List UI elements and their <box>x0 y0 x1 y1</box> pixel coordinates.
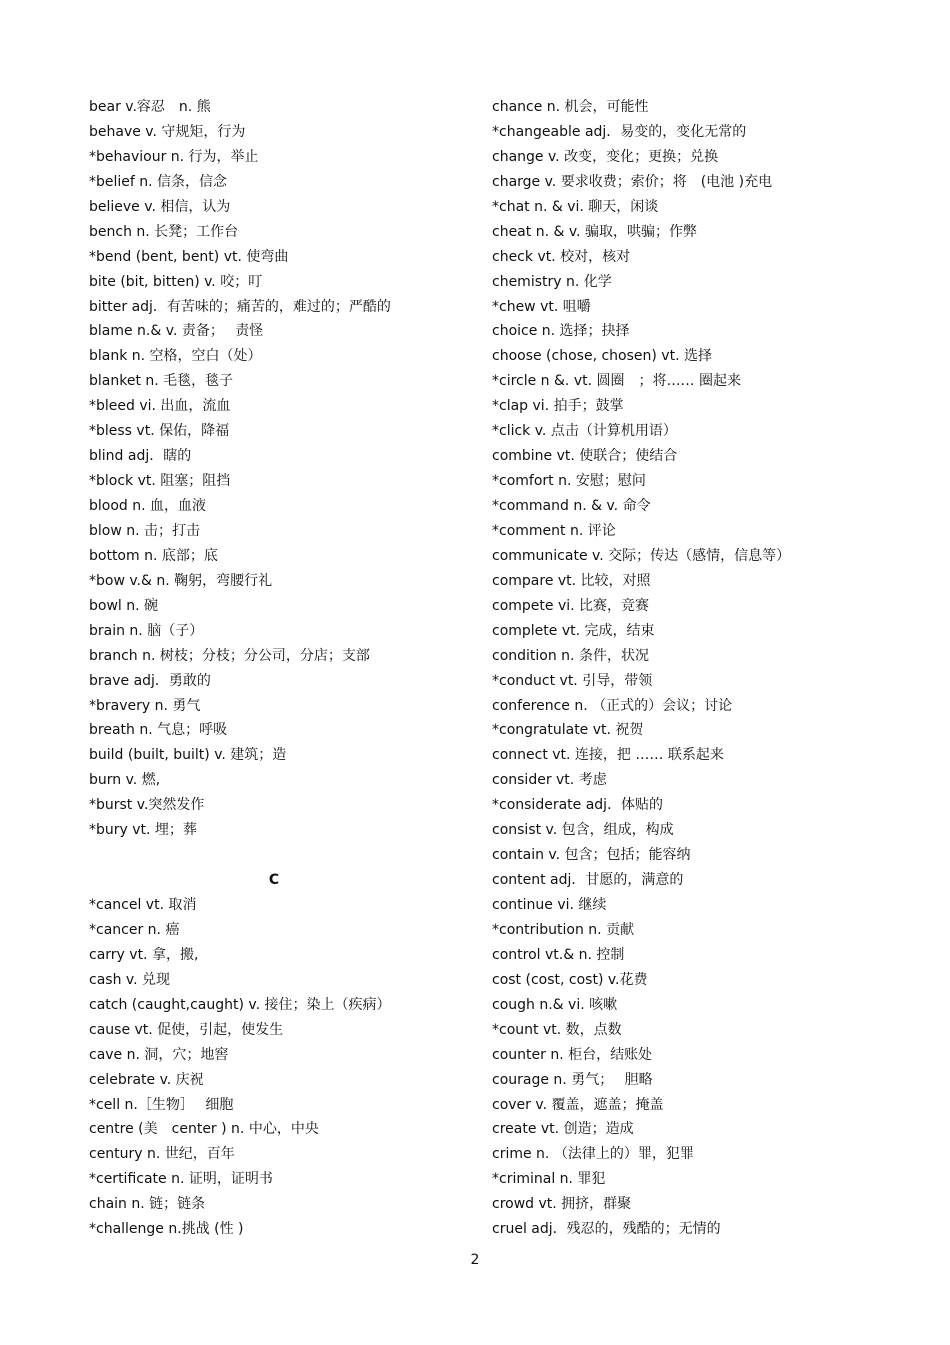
dictionary-entry: condition n. 条件，状况 <box>492 647 649 664</box>
dictionary-entry: conference n. （正式的）会议；讨论 <box>492 697 733 714</box>
dictionary-entry: *behaviour n. 行为，举止 <box>89 148 259 165</box>
dictionary-entry: cheat n. & v. 骗取，哄骗；作弊 <box>492 223 697 240</box>
dictionary-entry: chain n. 链；链条 <box>89 1196 206 1213</box>
dictionary-entry: blind adj．瞎的 <box>89 448 192 465</box>
dictionary-entry: crowd vt. 拥挤，群聚 <box>492 1196 632 1213</box>
dictionary-entry: counter n. 柜台，结账处 <box>492 1046 653 1063</box>
dictionary-entry: *congratulate vt. 祝贺 <box>492 722 644 739</box>
dictionary-entry: cough n.& vi. 咳嗽 <box>492 996 618 1013</box>
dictionary-entry: *criminal n. 罪犯 <box>492 1171 606 1188</box>
dictionary-entry: blame n.& v. 责备； 责怪 <box>89 323 264 340</box>
dictionary-entry: cost (cost, cost) v.花费 <box>492 971 648 988</box>
dictionary-entry: brain n. 脑（子） <box>89 622 204 639</box>
dictionary-entry: build (built, built) v. 建筑；造 <box>89 747 287 764</box>
dictionary-entry: *bow v.& n. 鞠躬，弯腰行礼 <box>89 572 273 589</box>
dictionary-entry: *chew vt. 咀嚼 <box>492 298 591 315</box>
dictionary-entry: *bend (bent, bent) vt. 使弯曲 <box>89 248 289 265</box>
dictionary-entry: branch n. 树枝；分枝；分公司，分店；支部 <box>89 647 370 664</box>
dictionary-entry: bottom n. 底部；底 <box>89 547 218 564</box>
dictionary-entry: cave n. 洞，穴；地窖 <box>89 1046 229 1063</box>
dictionary-entry: compare vt. 比较，对照 <box>492 572 651 589</box>
dictionary-entry: cruel adj．残忍的，残酷的；无情的 <box>492 1221 721 1238</box>
dictionary-entry: change v. 改变，变化；更换；兑换 <box>492 148 719 165</box>
dictionary-entry: *circle n &. vt. 圆圈 ；将…… 圈起来 <box>492 373 741 390</box>
dictionary-entry: *considerate adj．体贴的 <box>492 797 664 814</box>
dictionary-entry: *cancel vt. 取消 <box>89 897 197 913</box>
page-number: 2 <box>470 1252 480 1268</box>
dictionary-entry: create vt. 创造；造成 <box>492 1121 634 1138</box>
dictionary-entry: courage n. 勇气； 胆略 <box>492 1071 653 1088</box>
dictionary-entry: century n. 世纪，百年 <box>89 1146 235 1163</box>
dictionary-entry: choice n. 选择；抉择 <box>492 323 630 340</box>
dictionary-entry: blanket n. 毛毯，毯子 <box>89 373 234 390</box>
dictionary-entry: connect vt. 连接，把 …… 联系起来 <box>492 747 724 764</box>
dictionary-entry: *cell n.［生物］ 细胞 <box>89 1096 234 1113</box>
dictionary-entry: bowl n. 碗 <box>89 597 159 614</box>
dictionary-entry: *belief n. 信条，信念 <box>89 173 228 190</box>
dictionary-entry: bench n. 长凳；工作台 <box>89 223 239 240</box>
dictionary-entry: carry vt. 拿，搬, <box>89 946 199 963</box>
dictionary-entry: bite (bit, bitten) v. 咬；叮 <box>89 273 263 290</box>
dictionary-entry: *chat n. & vi. 聊天，闲谈 <box>492 198 659 215</box>
dictionary-entry: *count vt. 数，点数 <box>492 1021 622 1038</box>
dictionary-entry: breath n. 气息；呼吸 <box>89 722 228 739</box>
section-heading: C <box>268 872 280 889</box>
dictionary-entry: *block vt. 阻塞；阻挡 <box>89 473 231 490</box>
dictionary-entry: control vt.& n. 控制 <box>492 946 625 963</box>
dictionary-entry: *bury vt. 埋；葬 <box>89 822 197 839</box>
dictionary-entry: *bravery n. 勇气 <box>89 697 201 714</box>
dictionary-entry: bear v.容忍 n. 熊 <box>89 99 211 115</box>
dictionary-entry: consider vt. 考虑 <box>492 772 607 789</box>
dictionary-entry: blood n. 血，血液 <box>89 498 207 514</box>
dictionary-entry: cash v. 兑现 <box>89 971 170 988</box>
dictionary-entry: complete vt. 完成，结束 <box>492 622 655 639</box>
dictionary-entry: catch (caught,caught) v. 接住；染上（疾病） <box>89 996 391 1013</box>
dictionary-entry: centre (美 center ) n. 中心，中央 <box>89 1121 319 1138</box>
dictionary-entry: combine vt. 使联合；使结合 <box>492 448 678 465</box>
dictionary-entry: *command n. & v. 命令 <box>492 498 651 514</box>
dictionary-entry: believe v. 相信，认为 <box>89 198 231 215</box>
dictionary-entry: *comfort n. 安慰；慰问 <box>492 473 646 490</box>
dictionary-entry: crime n. （法律上的）罪，犯罪 <box>492 1146 694 1163</box>
dictionary-entry: communicate v. 交际；传达（感情，信息等） <box>492 547 791 564</box>
dictionary-entry: brave adj．勇敢的 <box>89 672 211 689</box>
dictionary-entry: *challenge n.挑战 (性 ) <box>89 1221 244 1238</box>
dictionary-entry: *clap vi. 拍手；鼓掌 <box>492 398 624 415</box>
right-column <box>492 95 932 1242</box>
dictionary-entry: *cancer n. 癌 <box>89 921 180 938</box>
dictionary-entry: continue vi. 继续 <box>492 897 607 913</box>
dictionary-entry: *bleed vi. 出血，流血 <box>89 398 231 415</box>
dictionary-entry: contain v. 包含；包括；能容纳 <box>492 847 691 864</box>
dictionary-entry: content adj．甘愿的，满意的 <box>492 872 684 889</box>
dictionary-entry: charge v. 要求收费；索价；将 (电池 )充电 <box>492 173 773 190</box>
dictionary-entry: chemistry n. 化学 <box>492 273 612 290</box>
dictionary-entry: *burst v.突然发作 <box>89 797 205 814</box>
dictionary-entry: cause vt. 促使，引起，使发生 <box>89 1021 284 1038</box>
dictionary-entry: *click v. 点击（计算机用语） <box>492 423 677 440</box>
dictionary-entry: choose (chose, chosen) vt. 选择 <box>492 348 712 365</box>
dictionary-entry: *conduct vt. 引导，带领 <box>492 672 653 689</box>
dictionary-entry: celebrate v. 庆祝 <box>89 1071 204 1088</box>
dictionary-entry: burn v. 燃, <box>89 772 161 789</box>
dictionary-entry: consist v. 包含，组成，构成 <box>492 822 674 839</box>
section-spacer <box>89 843 469 868</box>
dictionary-entry: bitter adj．有苦味的；痛苦的，难过的；严酷的 <box>89 298 391 315</box>
dictionary-entry: compete vi. 比赛，竞赛 <box>492 597 650 614</box>
dictionary-entry: *changeable adj．易变的，变化无常的 <box>492 123 747 140</box>
dictionary-entry: blow n. 击；打击 <box>89 522 201 539</box>
dictionary-entry: chance n. 机会，可能性 <box>492 99 649 115</box>
dictionary-entry: cover v. 覆盖，遮盖；掩盖 <box>492 1096 664 1113</box>
dictionary-entry: *certificate n. 证明，证明书 <box>89 1171 273 1188</box>
dictionary-entry: blank n. 空格，空白（处） <box>89 348 262 365</box>
dictionary-entry: check vt. 校对，核对 <box>492 248 631 265</box>
dictionary-entry: behave v. 守规矩，行为 <box>89 123 246 140</box>
dictionary-entry: *bless vt. 保佑，降福 <box>89 423 230 440</box>
dictionary-entry: *comment n. 评论 <box>492 522 616 539</box>
left-column <box>89 95 469 1242</box>
dictionary-entry: *contribution n. 贡献 <box>492 921 635 938</box>
